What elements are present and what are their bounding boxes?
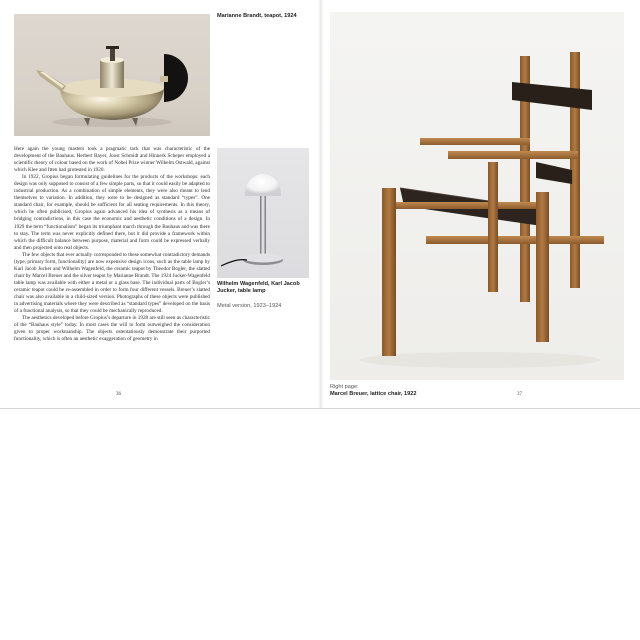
page-number-left: 36: [116, 392, 121, 397]
book-gutter: [318, 0, 324, 408]
chair-caption-label: Right page:: [330, 384, 359, 390]
lattice-chair-photo: [330, 12, 624, 380]
teapot-photo: [14, 14, 210, 136]
paragraph: Here again the young masters took a pragmatic tack that was characteristic of the development of the Bauhaus. Herbert Bayer, Joost Schmidt and Hinnerk Scheper employed a scientific theory of colour based on the work of Nobel Prize winner Wilhelm Ostwald, against which Klee and Itten had protested in 1920.: [14, 146, 210, 174]
body-text: [14, 146, 210, 343]
lamp-caption-subtitle: Metal version, 1923–1924: [217, 303, 282, 309]
lamp-caption-title: Wilhelm Wagenfeld, Karl Jacob Jucker, table lamp: [217, 281, 300, 294]
chair-illustration: [330, 12, 624, 380]
page-number-right: 37: [517, 392, 522, 397]
lamp-illustration: [217, 148, 309, 278]
chair-caption-title: Marcel Breuer, lattice chair, 1922: [330, 391, 417, 397]
spread-bottom-edge: [0, 408, 640, 409]
table-lamp-photo: [217, 148, 309, 278]
left-page: [0, 0, 320, 408]
paragraph: The few objects that ever actually corresponded to these somewhat contradictory demands (type, primary form, functionality) are now expensive design icons, such as the table lamp by Karl Jacob Jucker and Wilhelm Wagenfeld, the ceramic teapot by Theodor Bogler, the slatted chair by Marcel Breuer and the silver teapot by Marianne Brandt. The 1924 Jucker-Wagenfeld table lamp was available with either a metal or a glass base. The individual parts of Bogler’s ceramic teapot could be re-assembled in order to form four different vessels. Breuer’s slatted chair was also available in a child-sized version. Photographs of these objects were published in advertising materials where they were described as “standard types” developed on the basis of a functional analysis, so that they could be mechanically reproduced.: [14, 251, 210, 315]
paragraph: In 1922, Gropius began formulating guidelines for the products of the workshops: each design was only supposed to consist of a few simple parts, so that it could easily be adapted to industrial production. As a combination of simple elements, they were also meant to lend themselves to variation. In addition, they were to be designed as standard “types”. One standard chair, for example, should be sufficient for all seating requirements. In this theory, which he often publicised, Gropius again advanced his idea of synthesis as a means of bridging contradictions, in this case the economic and aesthetic conditions of a design. In 1929 the term “functionalism” began its triumphant march through the Bauhaus and was there to stay. The term was never explicitly defined there, but it did provide a framework within which the difficult balance between purpose, material and form could be expressed verbally and then projected onto real objects.: [14, 174, 210, 251]
teapot-illustration: [14, 14, 210, 136]
paragraph: The aesthetics developed before Gropius’s departure in 1928 are still seen as characteristic of the “Bauhaus style” today. In most cases the will to form outweighed the consideration given to proper workmanship. The objects ostentatiously demonstrate their purported functionality, which is often an aesthetic exaggeration of geometry in: [14, 315, 210, 343]
teapot-caption: Marianne Brandt, teapot, 1924: [217, 13, 297, 19]
